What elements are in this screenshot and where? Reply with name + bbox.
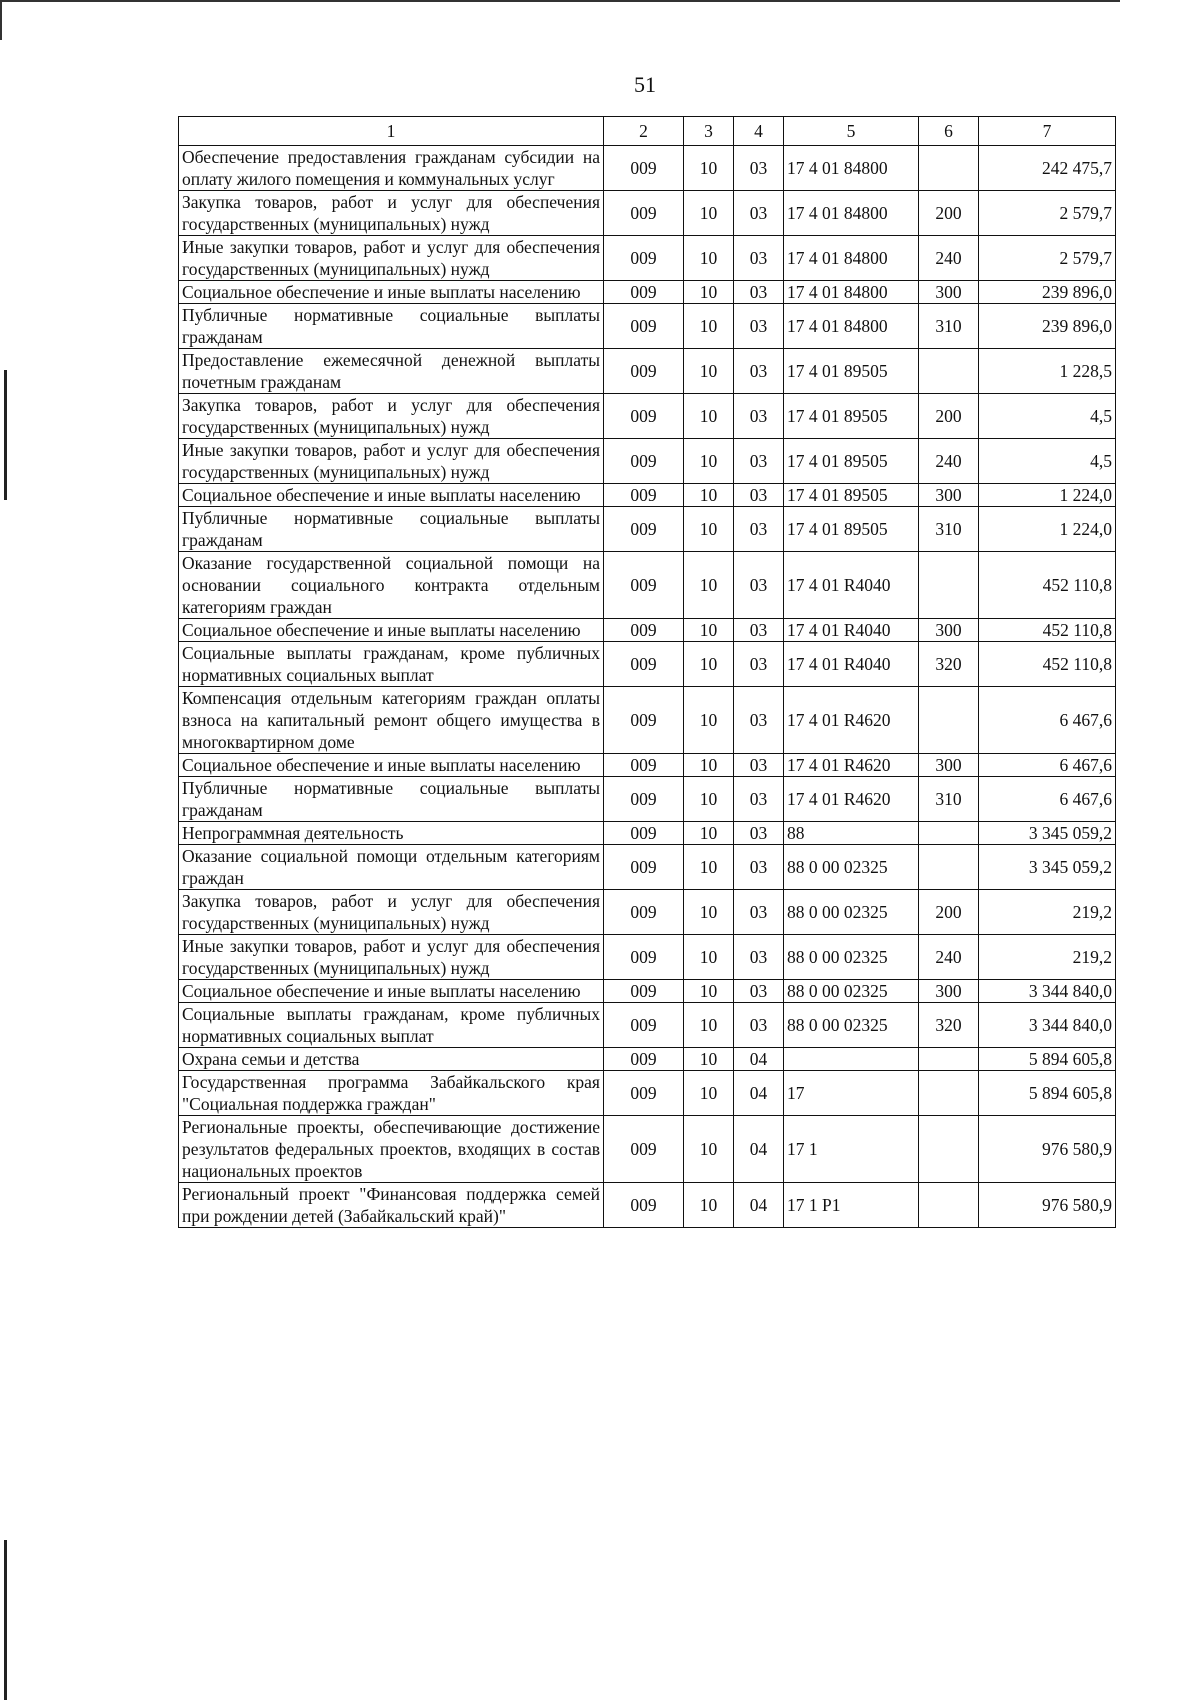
row-name-cell: Непрограммная деятельность — [179, 822, 604, 845]
row-sum-cell: 452 110,8 — [979, 552, 1116, 619]
page-number: 51 — [634, 72, 656, 97]
row-code-cell: 009 — [604, 687, 684, 754]
row-code-cell: 009 — [604, 754, 684, 777]
row-subsection-cell: 04 — [734, 1071, 784, 1116]
row-expense-type-cell — [919, 845, 979, 890]
row-expense-type-cell: 300 — [919, 754, 979, 777]
row-code-cell: 009 — [604, 619, 684, 642]
row-subsection-cell: 03 — [734, 394, 784, 439]
row-subsection-cell: 03 — [734, 349, 784, 394]
row-expense-type-cell: 200 — [919, 890, 979, 935]
row-section-cell: 10 — [684, 191, 734, 236]
row-section-cell: 10 — [684, 146, 734, 191]
column-header: 1 — [179, 117, 604, 146]
row-sum-cell: 3 344 840,0 — [979, 1003, 1116, 1048]
row-subsection-cell: 03 — [734, 822, 784, 845]
table-row — [179, 687, 1116, 754]
table-row — [179, 642, 1116, 687]
row-sum-cell: 1 224,0 — [979, 507, 1116, 552]
row-sum-cell: 239 896,0 — [979, 304, 1116, 349]
row-sum-cell: 3 344 840,0 — [979, 980, 1116, 1003]
table-row — [179, 1071, 1116, 1116]
row-section-cell: 10 — [684, 1071, 734, 1116]
row-target-article-cell: 17 4 01 89505 — [784, 349, 919, 394]
row-name-cell: Социальные выплаты гражданам, кроме публичных нормативных социальных выплат — [179, 642, 604, 687]
row-sum-cell: 976 580,9 — [979, 1183, 1116, 1228]
table-row — [179, 777, 1116, 822]
row-sum-cell: 1 228,5 — [979, 349, 1116, 394]
row-subsection-cell: 03 — [734, 1003, 784, 1048]
row-sum-cell: 4,5 — [979, 439, 1116, 484]
row-subsection-cell: 03 — [734, 552, 784, 619]
row-subsection-cell: 03 — [734, 980, 784, 1003]
row-target-article-cell: 17 — [784, 1071, 919, 1116]
row-name-cell: Публичные нормативные социальные выплаты гражданам — [179, 777, 604, 822]
row-name-cell: Закупка товаров, работ и услуг для обеспечения государственных (муниципальных) нужд — [179, 191, 604, 236]
row-subsection-cell: 03 — [734, 777, 784, 822]
row-target-article-cell: 17 4 01 84800 — [784, 236, 919, 281]
row-target-article-cell: 17 4 01 89505 — [784, 484, 919, 507]
scan-edge-top — [0, 0, 1120, 2]
row-expense-type-cell: 320 — [919, 1003, 979, 1048]
row-expense-type-cell: 240 — [919, 439, 979, 484]
row-sum-cell: 219,2 — [979, 890, 1116, 935]
row-expense-type-cell: 310 — [919, 777, 979, 822]
row-sum-cell: 6 467,6 — [979, 754, 1116, 777]
row-code-cell: 009 — [604, 439, 684, 484]
row-target-article-cell: 17 4 01 89505 — [784, 394, 919, 439]
table-row — [179, 822, 1116, 845]
row-expense-type-cell: 300 — [919, 281, 979, 304]
row-section-cell: 10 — [684, 1116, 734, 1183]
row-target-article-cell: 88 — [784, 822, 919, 845]
row-expense-type-cell — [919, 552, 979, 619]
row-expense-type-cell: 310 — [919, 507, 979, 552]
row-subsection-cell: 03 — [734, 507, 784, 552]
row-target-article-cell — [784, 1048, 919, 1071]
row-name-cell: Публичные нормативные социальные выплаты гражданам — [179, 304, 604, 349]
row-target-article-cell: 17 4 01 R4620 — [784, 777, 919, 822]
row-section-cell: 10 — [684, 507, 734, 552]
row-section-cell: 10 — [684, 777, 734, 822]
row-subsection-cell: 03 — [734, 191, 784, 236]
table-row — [179, 845, 1116, 890]
row-name-cell: Закупка товаров, работ и услуг для обеспечения государственных (муниципальных) нужд — [179, 394, 604, 439]
budget-table — [178, 116, 1116, 1228]
row-subsection-cell: 03 — [734, 754, 784, 777]
row-subsection-cell: 03 — [734, 890, 784, 935]
row-subsection-cell: 04 — [734, 1048, 784, 1071]
table-row — [179, 890, 1116, 935]
row-name-cell: Иные закупки товаров, работ и услуг для обеспечения государственных (муниципальных) нужд — [179, 236, 604, 281]
row-target-article-cell: 17 4 01 84800 — [784, 304, 919, 349]
row-section-cell: 10 — [684, 1183, 734, 1228]
table-row — [179, 236, 1116, 281]
row-sum-cell: 1 224,0 — [979, 484, 1116, 507]
scan-edge-left-mark — [4, 370, 7, 500]
row-expense-type-cell — [919, 687, 979, 754]
table-row — [179, 552, 1116, 619]
column-header: 6 — [919, 117, 979, 146]
row-target-article-cell: 17 1 P1 — [784, 1183, 919, 1228]
row-code-cell: 009 — [604, 552, 684, 619]
row-section-cell: 10 — [684, 1003, 734, 1048]
table-row — [179, 1183, 1116, 1228]
row-name-cell: Оказание социальной помощи отдельным категориям граждан — [179, 845, 604, 890]
row-code-cell: 009 — [604, 935, 684, 980]
table-row — [179, 304, 1116, 349]
row-code-cell: 009 — [604, 1048, 684, 1071]
row-name-cell: Закупка товаров, работ и услуг для обеспечения государственных (муниципальных) нужд — [179, 890, 604, 935]
row-subsection-cell: 03 — [734, 935, 784, 980]
row-sum-cell: 219,2 — [979, 935, 1116, 980]
row-code-cell: 009 — [604, 1003, 684, 1048]
row-code-cell: 009 — [604, 191, 684, 236]
row-code-cell: 009 — [604, 349, 684, 394]
column-header: 2 — [604, 117, 684, 146]
row-section-cell: 10 — [684, 394, 734, 439]
table-row — [179, 980, 1116, 1003]
row-expense-type-cell: 240 — [919, 935, 979, 980]
row-target-article-cell: 17 4 01 89505 — [784, 439, 919, 484]
row-target-article-cell: 88 0 00 02325 — [784, 935, 919, 980]
row-sum-cell: 4,5 — [979, 394, 1116, 439]
table-row — [179, 1048, 1116, 1071]
row-sum-cell: 6 467,6 — [979, 687, 1116, 754]
row-name-cell: Публичные нормативные социальные выплаты гражданам — [179, 507, 604, 552]
row-name-cell: Социальное обеспечение и иные выплаты населению — [179, 754, 604, 777]
row-subsection-cell: 03 — [734, 619, 784, 642]
table-row — [179, 619, 1116, 642]
row-expense-type-cell — [919, 349, 979, 394]
row-name-cell: Социальное обеспечение и иные выплаты населению — [179, 619, 604, 642]
row-name-cell: Государственная программа Забайкальского края "Социальная поддержка граждан" — [179, 1071, 604, 1116]
row-section-cell: 10 — [684, 439, 734, 484]
row-name-cell: Социальное обеспечение и иные выплаты населению — [179, 980, 604, 1003]
row-section-cell: 10 — [684, 281, 734, 304]
row-expense-type-cell: 320 — [919, 642, 979, 687]
row-target-article-cell: 17 4 01 84800 — [784, 191, 919, 236]
row-sum-cell: 5 894 605,8 — [979, 1048, 1116, 1071]
row-expense-type-cell: 200 — [919, 394, 979, 439]
column-header: 3 — [684, 117, 734, 146]
row-code-cell: 009 — [604, 146, 684, 191]
row-target-article-cell: 88 0 00 02325 — [784, 890, 919, 935]
row-code-cell: 009 — [604, 1183, 684, 1228]
table-row — [179, 484, 1116, 507]
row-section-cell: 10 — [684, 642, 734, 687]
row-target-article-cell: 17 1 — [784, 1116, 919, 1183]
row-expense-type-cell: 300 — [919, 484, 979, 507]
row-sum-cell: 3 345 059,2 — [979, 822, 1116, 845]
row-code-cell: 009 — [604, 642, 684, 687]
row-expense-type-cell — [919, 1048, 979, 1071]
row-code-cell: 009 — [604, 777, 684, 822]
row-subsection-cell: 04 — [734, 1116, 784, 1183]
table-row — [179, 1003, 1116, 1048]
row-name-cell: Охрана семьи и детства — [179, 1048, 604, 1071]
row-expense-type-cell — [919, 822, 979, 845]
row-expense-type-cell: 300 — [919, 619, 979, 642]
row-section-cell: 10 — [684, 890, 734, 935]
table-row — [179, 281, 1116, 304]
table-body — [179, 146, 1116, 1228]
table-header-row — [179, 117, 1116, 146]
row-section-cell: 10 — [684, 845, 734, 890]
row-sum-cell: 5 894 605,8 — [979, 1071, 1116, 1116]
row-name-cell: Социальное обеспечение и иные выплаты населению — [179, 281, 604, 304]
row-section-cell: 10 — [684, 484, 734, 507]
row-code-cell: 009 — [604, 394, 684, 439]
row-target-article-cell: 17 4 01 89505 — [784, 507, 919, 552]
row-section-cell: 10 — [684, 754, 734, 777]
row-subsection-cell: 04 — [734, 1183, 784, 1228]
column-header: 5 — [784, 117, 919, 146]
row-target-article-cell: 17 4 01 R4040 — [784, 619, 919, 642]
row-subsection-cell: 03 — [734, 281, 784, 304]
row-expense-type-cell: 300 — [919, 980, 979, 1003]
row-expense-type-cell: 240 — [919, 236, 979, 281]
row-section-cell: 10 — [684, 552, 734, 619]
table-row — [179, 349, 1116, 394]
row-target-article-cell: 17 4 01 R4040 — [784, 552, 919, 619]
table-row — [179, 935, 1116, 980]
column-header: 7 — [979, 117, 1116, 146]
row-subsection-cell: 03 — [734, 687, 784, 754]
row-expense-type-cell — [919, 1071, 979, 1116]
row-name-cell: Обеспечение предоставления гражданам субсидии на оплату жилого помещения и коммунальных услуг — [179, 146, 604, 191]
row-section-cell: 10 — [684, 236, 734, 281]
row-sum-cell: 242 475,7 — [979, 146, 1116, 191]
row-expense-type-cell — [919, 1116, 979, 1183]
row-sum-cell: 2 579,7 — [979, 191, 1116, 236]
table-row — [179, 439, 1116, 484]
row-name-cell: Оказание государственной социальной помощи на основании социального контракта отдельным категориям граждан — [179, 552, 604, 619]
row-code-cell: 009 — [604, 507, 684, 552]
row-name-cell: Социальные выплаты гражданам, кроме публичных нормативных социальных выплат — [179, 1003, 604, 1048]
table-row — [179, 191, 1116, 236]
row-code-cell: 009 — [604, 304, 684, 349]
row-target-article-cell: 17 4 01 R4620 — [784, 754, 919, 777]
row-code-cell: 009 — [604, 484, 684, 507]
row-subsection-cell: 03 — [734, 845, 784, 890]
row-sum-cell: 239 896,0 — [979, 281, 1116, 304]
row-expense-type-cell — [919, 1183, 979, 1228]
row-code-cell: 009 — [604, 1071, 684, 1116]
row-subsection-cell: 03 — [734, 236, 784, 281]
row-code-cell: 009 — [604, 980, 684, 1003]
row-subsection-cell: 03 — [734, 304, 784, 349]
row-section-cell: 10 — [684, 935, 734, 980]
row-section-cell: 10 — [684, 822, 734, 845]
row-section-cell: 10 — [684, 349, 734, 394]
row-name-cell: Предоставление ежемесячной денежной выплаты почетным гражданам — [179, 349, 604, 394]
row-code-cell: 009 — [604, 890, 684, 935]
row-subsection-cell: 03 — [734, 484, 784, 507]
table-row — [179, 507, 1116, 552]
row-code-cell: 009 — [604, 1116, 684, 1183]
row-target-article-cell: 17 4 01 R4620 — [784, 687, 919, 754]
row-sum-cell: 3 345 059,2 — [979, 845, 1116, 890]
row-code-cell: 009 — [604, 845, 684, 890]
row-target-article-cell: 88 0 00 02325 — [784, 1003, 919, 1048]
table-row — [179, 146, 1116, 191]
column-header: 4 — [734, 117, 784, 146]
row-section-cell: 10 — [684, 304, 734, 349]
table-row — [179, 394, 1116, 439]
row-name-cell: Социальное обеспечение и иные выплаты населению — [179, 484, 604, 507]
row-code-cell: 009 — [604, 822, 684, 845]
row-name-cell: Компенсация отдельным категориям граждан оплаты взноса на капитальный ремонт общего имущества в многоквартирном доме — [179, 687, 604, 754]
row-name-cell: Региональные проекты, обеспечивающие достижение результатов федеральных проектов, входящих в состав национальных проектов — [179, 1116, 604, 1183]
row-target-article-cell: 17 4 01 84800 — [784, 146, 919, 191]
row-target-article-cell: 17 4 01 84800 — [784, 281, 919, 304]
table-row — [179, 1116, 1116, 1183]
table-row — [179, 754, 1116, 777]
row-section-cell: 10 — [684, 687, 734, 754]
row-subsection-cell: 03 — [734, 642, 784, 687]
row-code-cell: 009 — [604, 236, 684, 281]
row-section-cell: 10 — [684, 1048, 734, 1071]
row-sum-cell: 2 579,7 — [979, 236, 1116, 281]
row-sum-cell: 452 110,8 — [979, 642, 1116, 687]
row-sum-cell: 6 467,6 — [979, 777, 1116, 822]
row-sum-cell: 976 580,9 — [979, 1116, 1116, 1183]
row-section-cell: 10 — [684, 619, 734, 642]
row-name-cell: Иные закупки товаров, работ и услуг для обеспечения государственных (муниципальных) нужд — [179, 935, 604, 980]
row-expense-type-cell — [919, 146, 979, 191]
row-target-article-cell: 17 4 01 R4040 — [784, 642, 919, 687]
row-code-cell: 009 — [604, 281, 684, 304]
row-sum-cell: 452 110,8 — [979, 619, 1116, 642]
row-name-cell: Иные закупки товаров, работ и услуг для обеспечения государственных (муниципальных) нужд — [179, 439, 604, 484]
row-expense-type-cell: 310 — [919, 304, 979, 349]
row-expense-type-cell: 200 — [919, 191, 979, 236]
row-subsection-cell: 03 — [734, 146, 784, 191]
scan-edge-left-mark-lower — [4, 1540, 7, 1700]
scan-edge-left — [0, 0, 2, 40]
row-name-cell: Региональный проект "Финансовая поддержка семей при рождении детей (Забайкальский край)" — [179, 1183, 604, 1228]
row-subsection-cell: 03 — [734, 439, 784, 484]
row-target-article-cell: 88 0 00 02325 — [784, 845, 919, 890]
row-section-cell: 10 — [684, 980, 734, 1003]
row-target-article-cell: 88 0 00 02325 — [784, 980, 919, 1003]
